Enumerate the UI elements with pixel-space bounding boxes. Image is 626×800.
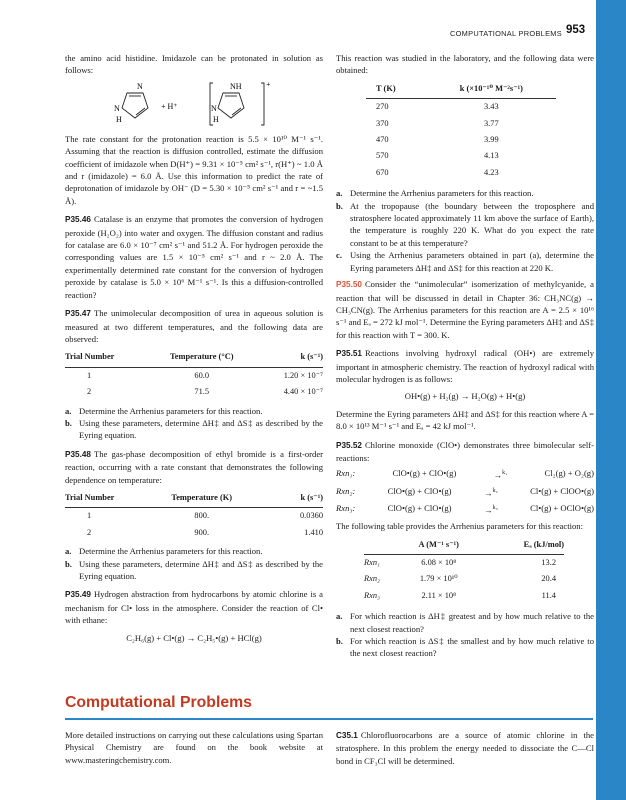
rate-arrow: →$^{k_1}$	[493, 470, 508, 481]
table-cell: 1.410	[304, 527, 323, 537]
problem-id: P35.47	[65, 309, 91, 319]
p3545-text: The rate constant for the protonation reaction is 5.5 × 10¹⁰ M⁻¹ s⁻¹. Assuming that the reaction is diffusion controlled, estimate the diffusion coefficient of imidazole when D(H⁺) = 9.31 × 10⁻⁵ cm² s⁻¹, r(H⁺) ~ 1.0 Å and r (imidazole) = 6.0 Å. Use this information to predict the rate of deprotonation of imidazole by OH⁻ (D = 5.30 × 10⁻⁵ cm² s⁻¹ and r = ~1.5 Å).	[65, 133, 323, 206]
problem-id: C35.1	[336, 731, 358, 740]
table-cell: 71.5	[194, 387, 210, 397]
reaction-plus-proton: + H⁺	[161, 101, 178, 111]
problem-id: P35.46	[65, 215, 91, 225]
problem-text: Chlorofluorocarbons are a source of atomic chlorine in the stratosphere. In this problem the energy needed to dissociate the C—Cl bond in CF₃Cl will be determined.	[336, 730, 594, 766]
rate-arrow: →$^{k_3}$	[483, 504, 498, 515]
right-column	[336, 52, 594, 660]
table-header-row	[364, 537, 564, 555]
column-header: k (s⁻¹)	[251, 490, 323, 508]
problem-p3552	[336, 439, 594, 465]
imidazole-diagram	[65, 81, 323, 127]
problem-text: Hydrogen abstraction from hydrocarbons by atomic chlorine is a mechanism for Cl• loss in the atmosphere. Consider the reaction of Cl• with ethane:	[65, 589, 323, 626]
problem-p3550	[336, 278, 594, 341]
part-a: a. Determine the Arrhenius parameters for this reaction.	[336, 188, 534, 199]
problem-id: P35.52	[336, 440, 362, 450]
computational-intro: More detailed instructions on carrying out these calculations using Spartan Physical Chemistry are found on the book website at www.masteringchemistry.com.	[65, 730, 323, 765]
atom-n-right: N	[211, 103, 217, 113]
table-cell: 1.20 × 10⁻⁷	[283, 370, 323, 380]
chapter-tab-bar	[596, 0, 626, 800]
part-b: b. Using these parameters, determine ΔH‡ and ΔS‡ as described by the Eyring equation.	[65, 417, 323, 441]
column-header: Temperature (°C)	[153, 349, 251, 367]
table-row: Rxn₃ 2.11 × 10⁸ 11.4	[364, 590, 556, 600]
table-cell: 1	[87, 511, 92, 521]
column-header: Eₐ (kJ/mol)	[480, 537, 564, 555]
intro-text: the amino acid histidine. Imidazole can be protonated in solution as follows:	[65, 53, 323, 76]
p3551-continued: Determine the Eyring parameters ΔH‡ and ΔS‡ for this reaction where A = 8.0 × 10¹³ M⁻¹ s⁻¹ and Eₐ = 42 kJ mol⁻¹.	[336, 408, 594, 432]
table-header-row	[65, 349, 323, 367]
reaction-line: Rxn₂: ClO•(g) + ClO•(g) →$^{k_2}$ Cl•(g) + ClOO•(g)	[336, 485, 594, 498]
column-header: k (×10⁻¹⁰ M⁻²s⁻¹)	[427, 81, 556, 99]
problem-id: P35.50	[336, 280, 362, 290]
charge-plus: +	[266, 80, 271, 89]
column-header: Trial Number	[65, 490, 153, 508]
part-a: a. Determine the Arrhenius parameters for this reaction.	[65, 546, 263, 557]
atom-nh-right: NH	[230, 81, 242, 91]
table-cell: 900.	[194, 527, 210, 537]
problem-id: P35.48	[65, 449, 91, 459]
table-cell: 800.	[194, 511, 210, 521]
table-row	[65, 525, 323, 541]
part-b: b. For which reaction is ΔS‡ the smallest and by how much relative to the next closest reaction?	[336, 636, 594, 659]
table-header-row	[65, 490, 323, 508]
running-header: COMPUTATIONAL PROBLEMS	[450, 29, 562, 38]
column-header: Trial Number	[65, 349, 153, 367]
table-cell: 60.0	[194, 370, 210, 380]
reaction-line: Rxn₁: ClO•(g) + ClO•(g) →$^{k_1}$ Cl₂(g) + O₂(g)	[336, 468, 594, 481]
problem-id: P35.51	[336, 349, 362, 359]
problem-text: Reactions involving hydroxyl radical (OH•) are extremely important in atmospheric chemistry. The reaction of hydroxyl radical with molecular hydrogen is as follows:	[336, 348, 594, 384]
p3552-continued: The following table provides the Arrhenius parameters for this reaction:	[336, 521, 583, 532]
table-cell: 2	[87, 527, 92, 537]
section-heading: Computational Problems	[65, 694, 252, 711]
table-cell: 1	[87, 370, 92, 380]
ethyl-bromide-data-table	[65, 490, 323, 541]
problem-text: Catalase is an enzyme that promotes the conversion of hydrogen peroxide (H₂O₂) into water and oxygen. The diffusion constant and radius for catalase are 6.0 × 10⁻⁷ cm² s⁻¹ and 51.2 Å. For hydrogen peroxide the corresponding values are 1.5 × 10⁻⁵ cm² s⁻¹ and r ~ 2.0 Å. The experimentally determined rate constant for the conversion of hydrogen peroxide by catalase is 5.0 × 10⁶ M⁻¹ s⁻¹. Is this a diffusion-controlled reaction?	[65, 214, 323, 300]
rate-arrow: →$^{k_2}$	[483, 487, 498, 498]
table-cell: 2	[87, 387, 92, 397]
table-row: Rxn₂ 1.79 × 10¹⁰ 20.4	[364, 574, 556, 584]
problem-p3551	[336, 347, 594, 385]
problem-p3547	[65, 307, 323, 345]
table-row	[65, 384, 323, 400]
atom-n-left: N	[114, 103, 120, 113]
table-row: 570 4.13	[376, 151, 499, 161]
table-row: 370 3.77	[376, 118, 499, 128]
column-header: k (s⁻¹)	[251, 349, 323, 367]
part-a: a. For which reaction is ΔH‡ greatest and by how much relative to the next closest reaction?	[336, 611, 594, 634]
column-header: T (K)	[366, 81, 427, 99]
part-a: a. Determine the Arrhenius parameters for this reaction.	[65, 405, 263, 416]
intro-text: This reaction was studied in the laboratory, and the following data were obtained:	[336, 53, 594, 76]
section-divider	[65, 718, 593, 720]
clo-arrhenius-table	[364, 537, 564, 605]
reaction-line: Rxn₃: ClO•(g) + ClO•(g) →$^{k_3}$ Cl•(g) + OClO•(g)	[336, 502, 594, 515]
table-header-row	[366, 81, 556, 99]
problem-c351	[336, 729, 594, 767]
column-header: A (M⁻¹ s⁻¹)	[397, 537, 481, 555]
problem-text: Consider the “unimolecular” isomerization of methylcyanide, a reaction that will be discussed in detail in Chapter 36: CH₃NC(g) → CH₃CN(g). The Arrhenius parameters for this reaction are A = 2.5 × 10¹⁶ s⁻¹ and Eₐ = 272 kJ mol⁻¹. Determine the Eyring parameters ΔH‡ and ΔS‡ for this reaction with T = 300. K.	[336, 279, 594, 340]
problem-text: The gas-phase decomposition of ethyl bromide is a first-order reaction, occurring with a rate constant that demonstrates the following dependence on temperature:	[65, 448, 323, 485]
problem-text: The unimolecular decomposition of urea in aqueous solution is measured at two different temperatures, and the following data are observed:	[65, 308, 323, 344]
table-row: 670 4.23	[376, 167, 499, 177]
page-number: 953	[566, 24, 586, 36]
urea-data-table	[65, 349, 323, 400]
problem-text: Chlorine monoxide (ClO•) demonstrates three bimolecular self-reactions:	[336, 439, 594, 463]
table-row: 470 3.99	[376, 135, 499, 145]
table-row	[65, 508, 323, 525]
imidazole-protonation-structure	[65, 81, 323, 127]
atom-h-right: H	[213, 114, 219, 124]
table-row	[65, 367, 323, 384]
part-b: b. Using these parameters, determine ΔH‡ and ΔS‡ as described by the Eyring equation.	[65, 558, 323, 581]
hydroxyl-equation: OH•(g) + H₂(g) → H₂O(g) + H•(g)	[404, 391, 526, 402]
table-row: 270 3.43	[376, 102, 499, 112]
ethane-data-table	[366, 81, 556, 181]
left-column	[65, 52, 323, 649]
part-c: c. Using the Arrhenius parameters obtained in part (a), determine the Eyring parameters ΔH‡ and ΔS‡ for this reaction at 220 K.	[336, 250, 594, 273]
table-row: Rxn₁ 6.08 × 10⁸ 13.2	[364, 557, 556, 567]
problem-p3548	[65, 448, 323, 486]
ethane-equation: C₂H₆(g) + Cl•(g) → C₂H₅•(g) + HCl(g)	[126, 632, 262, 643]
problem-id: P35.49	[65, 590, 91, 600]
atom-h-left: H	[116, 114, 122, 124]
problem-p3549	[65, 588, 323, 626]
problem-p3546	[65, 213, 323, 301]
table-cell: 0.0360	[299, 511, 323, 521]
column-header: Temperature (K)	[153, 490, 251, 508]
atom-n-top-left: N	[137, 81, 143, 91]
table-cell: 4.40 × 10⁻⁷	[283, 387, 323, 397]
part-b: b. At the tropopause (the boundary between the troposphere and stratosphere located approximately 11 km above the surface of Earth), the temperature is roughly 220 K. What do you expect the rate constant to be at this temperature?	[336, 200, 594, 248]
